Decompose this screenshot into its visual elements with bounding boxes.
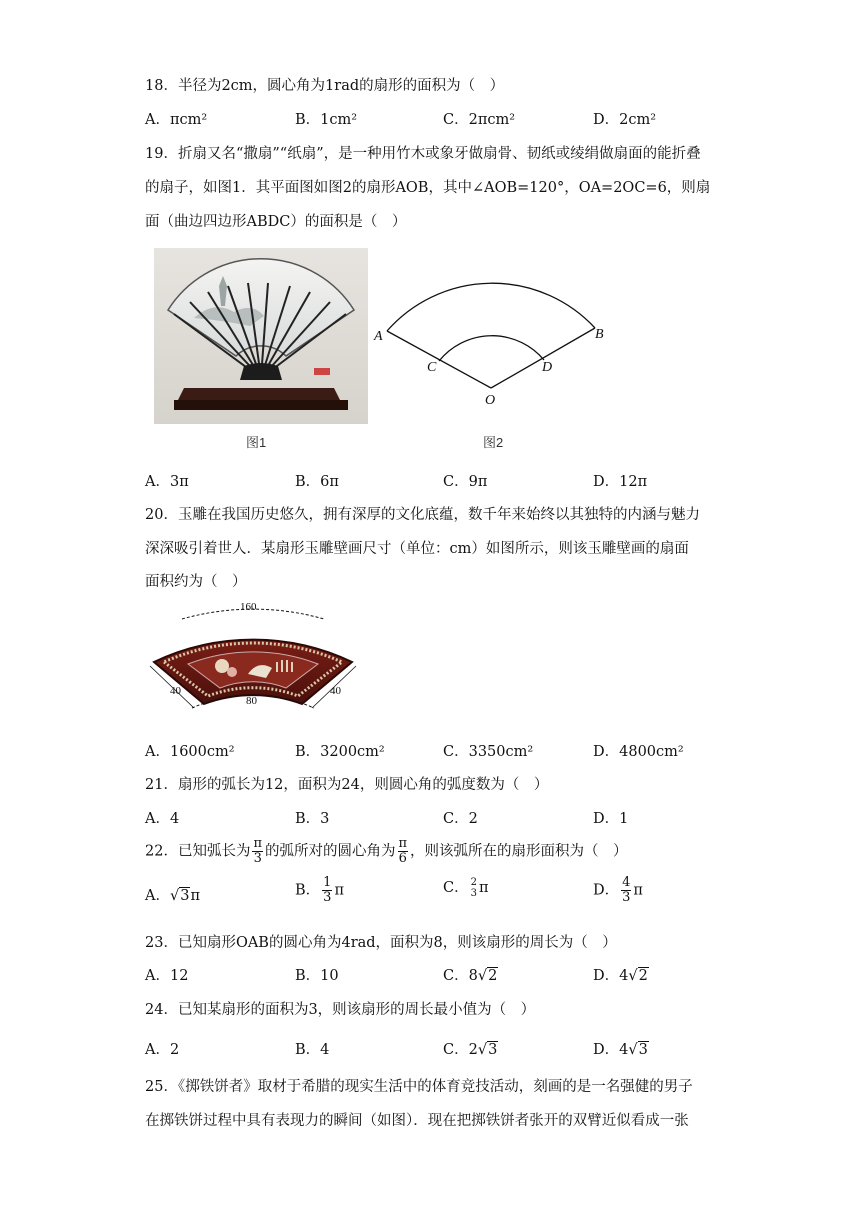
q22-option-d-label: D．	[593, 882, 620, 899]
q20-option-b: B．3200cm²	[295, 744, 385, 760]
q22-options	[145, 875, 765, 914]
q20-option-c: C．3350cm²	[443, 744, 534, 760]
q20-options	[145, 740, 765, 760]
q22-option-b-num: 1	[323, 875, 332, 890]
label-a: A	[374, 329, 383, 344]
label-o: O	[485, 393, 496, 408]
q20-line1: 20．玉雕在我国历史悠久，拥有深厚的文化底蕴，数千年来始终以其独特的内涵与魅力	[145, 507, 700, 523]
label-c: C	[427, 360, 437, 375]
q23-option-c-label: C．8	[443, 968, 478, 984]
q22-option-b	[295, 876, 344, 905]
q22-option-a-tail: π	[190, 888, 200, 904]
q22-option-b-tail: π	[334, 882, 344, 899]
q18-option-b: B．1cm²	[295, 112, 358, 128]
q22-fraction-arc	[252, 837, 263, 866]
q19-line1: 19．折扇又名“撒扇”“纸扇”，是一种用竹木或象牙做扇骨、韧纸或绫绢做扇面的能折叠	[145, 146, 701, 162]
dim-left: 40	[170, 685, 181, 697]
q19-line3: 面（曲边四边形ABDC）的面积是（ ）	[145, 214, 407, 230]
q22-option-c-num: 2	[470, 877, 477, 888]
sector-diagram	[370, 244, 620, 414]
q23-option-c: C．8√2	[443, 968, 498, 984]
q24-option-d-radicand: 3	[638, 1042, 648, 1058]
q23-option-b: B．10	[295, 968, 339, 984]
q22-option-c-tail: π	[478, 880, 489, 896]
q23-option-d: D．4√2	[593, 968, 648, 984]
dim-top: 160	[240, 601, 257, 613]
q24-option-a: A．2	[145, 1042, 180, 1058]
q23-options	[145, 964, 765, 984]
q21-stem: 21．扇形的弧长为12，面积为24，则圆心角的弧度数为（ ）	[145, 777, 549, 793]
q18-stem: 18．半径为2cm，圆心角为1rad的扇形的面积为（ ）	[145, 78, 505, 94]
q22-option-c	[443, 876, 489, 899]
q21-options	[145, 807, 765, 827]
q25-line2: 在掷铁饼过程中具有表现力的瞬间（如图）．现在把掷铁饼者张开的双臂近似看成一张	[145, 1113, 689, 1129]
q24-option-c-label: C．2	[443, 1042, 478, 1058]
q19-option-b: B．6π	[295, 474, 339, 490]
q22-stem	[145, 837, 628, 866]
q21-option-a: A．4	[145, 811, 180, 827]
q24-option-d-label: D．4	[593, 1042, 629, 1058]
fig2-caption: 图2	[483, 435, 504, 450]
dim-right: 40	[330, 685, 341, 697]
q22-frac1-den: 3	[253, 851, 262, 866]
label-d: D	[542, 360, 553, 375]
q22-option-c-den: 3	[470, 888, 477, 899]
q23-option-d-radicand: 2	[638, 968, 648, 984]
q25-line1: 25．《掷铁饼者》取材于希腊的现实生活中的体育竞技活动，刻画的是一名强健的男子	[145, 1079, 693, 1095]
dim-bottom: 80	[246, 695, 257, 707]
q18-option-d: D．2cm²	[593, 112, 657, 128]
q23-option-a: A．12	[145, 968, 189, 984]
q22-option-d-num: 4	[622, 875, 631, 890]
q24-options	[145, 1038, 765, 1058]
q21-option-c: C．2	[443, 811, 478, 827]
q20-option-d: D．4800cm²	[593, 744, 684, 760]
q18-option-a: A．πcm²	[145, 112, 208, 128]
q22-stem-part3: ，则该弧所在的扇形面积为（ ）	[410, 843, 628, 860]
q19-options	[145, 470, 765, 490]
q19-option-c: C．9π	[443, 474, 488, 490]
q22-frac2-den: 6	[398, 851, 407, 866]
q22-option-d-frac	[621, 876, 631, 905]
q22-option-d	[593, 876, 643, 905]
q22-option-c-frac	[471, 877, 477, 899]
folding-fan-photo	[154, 248, 368, 424]
q22-option-a-label: A．	[145, 888, 170, 904]
q19-line2: 的扇子，如图1．其平面图如图2的扇形AOB，其中∠AOB=120°，OA=2OC=6，则扇	[145, 180, 711, 196]
jade-carving-fan-picture	[148, 596, 360, 720]
q19-option-d: D．12π	[593, 474, 648, 490]
fig1-caption: 图1	[246, 435, 267, 450]
q18-option-c: C．2πcm²	[443, 112, 516, 128]
q22-stem-part2: 的弧所对的圆心角为	[265, 843, 396, 860]
q20-option-a: A．1600cm²	[145, 744, 235, 760]
q19-option-a: A．3π	[145, 474, 189, 490]
q21-option-d: D．1	[593, 811, 629, 827]
q24-stem: 24．已知某扇形的面积为3，则该扇形的周长最小值为（ ）	[145, 1002, 536, 1018]
q22-stem-part1: 22．已知弧长为	[145, 843, 251, 860]
q23-option-c-radicand: 2	[488, 968, 498, 984]
q22-option-a-radicand: 3	[180, 888, 190, 904]
q22-option-b-frac	[322, 876, 332, 905]
q24-option-c-radicand: 3	[488, 1042, 498, 1058]
q18-options	[145, 108, 765, 128]
q21-option-b: B．3	[295, 811, 330, 827]
q23-stem: 23．已知扇形OAB的圆心角为4rad，面积为8，则该扇形的周长为（ ）	[145, 935, 617, 951]
q24-option-c: C．2√3	[443, 1042, 498, 1058]
q24-option-d: D．4√3	[593, 1042, 648, 1058]
q24-option-b: B．4	[295, 1042, 330, 1058]
q20-line3: 面积约为（ ）	[145, 574, 247, 590]
q22-option-b-label: B．	[295, 882, 321, 899]
q22-frac2-num: π	[398, 836, 408, 851]
label-b: B	[595, 327, 604, 342]
q22-option-c-label: C．	[443, 880, 469, 896]
q23-option-d-label: D．4	[593, 968, 629, 984]
q22-fraction-angle	[398, 837, 409, 866]
q22-frac1-num: π	[253, 836, 262, 851]
q20-line2: 深深吸引着世人．某扇形玉雕壁画尺寸（单位：cm）如图所示，则该玉雕壁画的扇面	[145, 541, 689, 557]
q22-option-a: A．√3π	[145, 888, 200, 904]
q22-option-d-tail: π	[633, 882, 643, 899]
q22-option-b-den: 3	[323, 890, 332, 905]
q22-option-d-den: 3	[622, 890, 631, 905]
